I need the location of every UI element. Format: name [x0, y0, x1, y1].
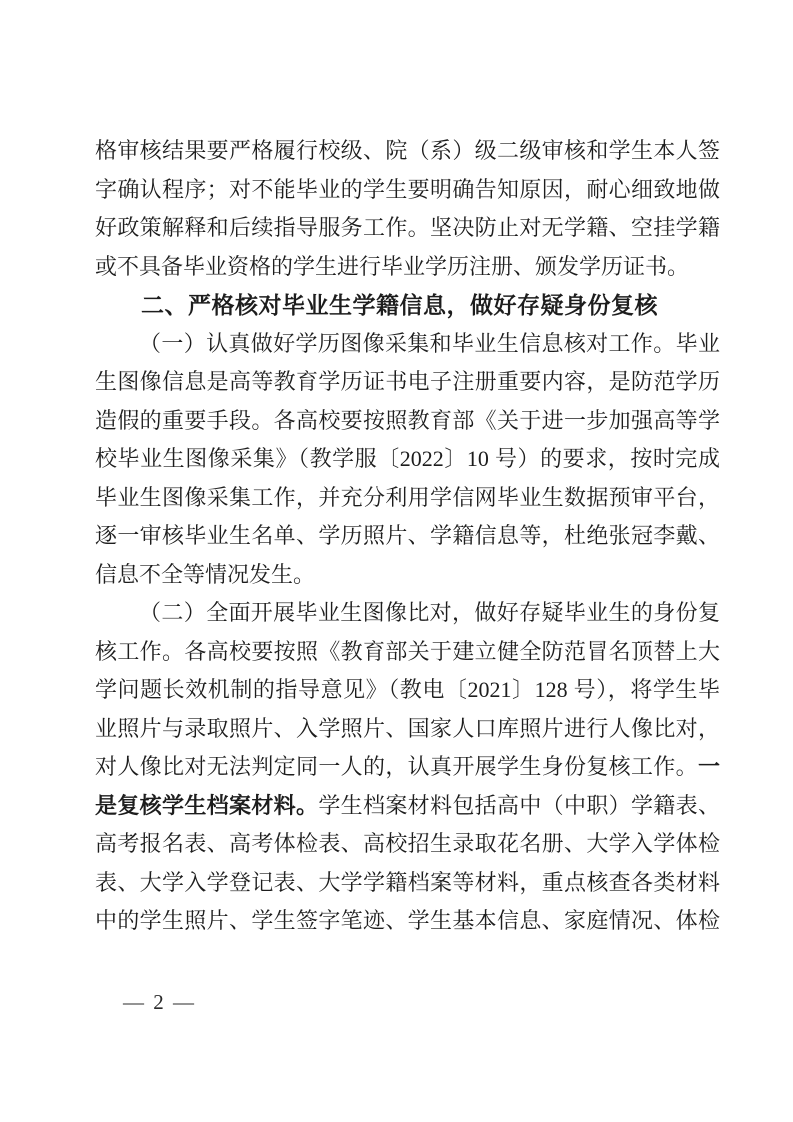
body-text: 业照片与录取照片、入学照片、国家人口库照片进行人像比对， [95, 715, 720, 741]
body-text: 高考报名表、高考体检表、高校招生录取花名册、大学入学体检 [95, 831, 720, 856]
body-text: 信息不全等情况发生。 [95, 561, 316, 587]
body-text: 学生档案材料包括高中（中职）学籍表、 [318, 792, 720, 818]
body-text: 校毕业生图像采集》（教学服〔2022〕10 号）的要求，按时完成 [95, 446, 720, 471]
section-heading [95, 286, 720, 325]
body-text: 各高校要按照《教育部关于建立健全防范冒名顶替上大 [184, 638, 720, 664]
text-line [95, 171, 720, 210]
page-number: — 2 — [123, 990, 196, 1014]
text-line [95, 325, 720, 364]
body-text: 毕业生图像采集工作，并充分利用学信网毕业生数据预审平台， [95, 484, 720, 510]
text-line [95, 556, 720, 595]
body-text: 生图像信息是高等教育学历证书电子注册重要内容，是防范学历 [95, 369, 720, 394]
emphasis-text: 是复核学生档案材料。 [95, 792, 319, 818]
text-line [95, 710, 720, 749]
lead-in-text: （二）全面开展毕业生图像比对，做好存疑毕业生的身份复 [139, 601, 720, 626]
paragraph-item-1 [95, 325, 720, 595]
body-text: 造假的重要手段。各高校要按照教育部《关于进一步加强高等学 [95, 407, 720, 433]
text-line [95, 671, 720, 710]
body-text: 对人像比对无法判定同一人的，认真开展学生身份复核工作。 [95, 754, 698, 779]
text-line [95, 132, 720, 171]
body-text: 表、大学入学登记表、大学学籍档案等材料，重点核查各类材料 [95, 869, 720, 895]
body-text: 中的学生照片、学生签字笔迹、学生基本信息、家庭情况、体检 [95, 908, 720, 933]
text-line [95, 440, 720, 479]
text-line [95, 787, 720, 826]
text-line [95, 902, 720, 941]
body-text: 逐一审核毕业生名单、学历照片、学籍信息等，杜绝张冠李戴、 [95, 523, 720, 548]
paragraph-item-2 [95, 594, 720, 941]
text-line [95, 633, 720, 672]
body-text: 好政策解释和后续指导服务工作。坚决防止对无学籍、空挂学籍 [95, 215, 720, 240]
text-line [95, 825, 720, 864]
document-body [95, 132, 720, 941]
emphasis-text: 一 [697, 754, 720, 779]
paragraph-continuation [95, 132, 720, 286]
body-text: 字确认程序；对不能毕业的学生要明确告知原因，耐心细致地做 [95, 176, 720, 202]
text-line [95, 363, 720, 402]
text-line [95, 517, 720, 556]
text-line [95, 864, 720, 903]
text-line [95, 479, 720, 518]
body-text: 毕业 [675, 330, 720, 356]
text-line [95, 248, 720, 287]
lead-in-text: （一）认真做好学历图像采集和毕业生信息核对工作。 [139, 331, 676, 357]
lead-in-text: 核工作。 [95, 639, 185, 665]
text-line [95, 402, 720, 441]
text-line [95, 594, 720, 633]
body-text: 或不具备毕业资格的学生进行毕业学历注册、颁发学历证书。 [95, 253, 690, 279]
body-text: 格审核结果要严格履行校级、院（系）级二级审核和学生本人签 [95, 138, 720, 163]
body-text: 学问题长效机制的指导意见》（教电〔2021〕128 号），将学生毕 [95, 677, 720, 702]
text-line [95, 209, 720, 248]
text-line [95, 748, 720, 787]
heading-line: 二、严格核对毕业生学籍信息，做好存疑身份复核 [141, 292, 658, 318]
